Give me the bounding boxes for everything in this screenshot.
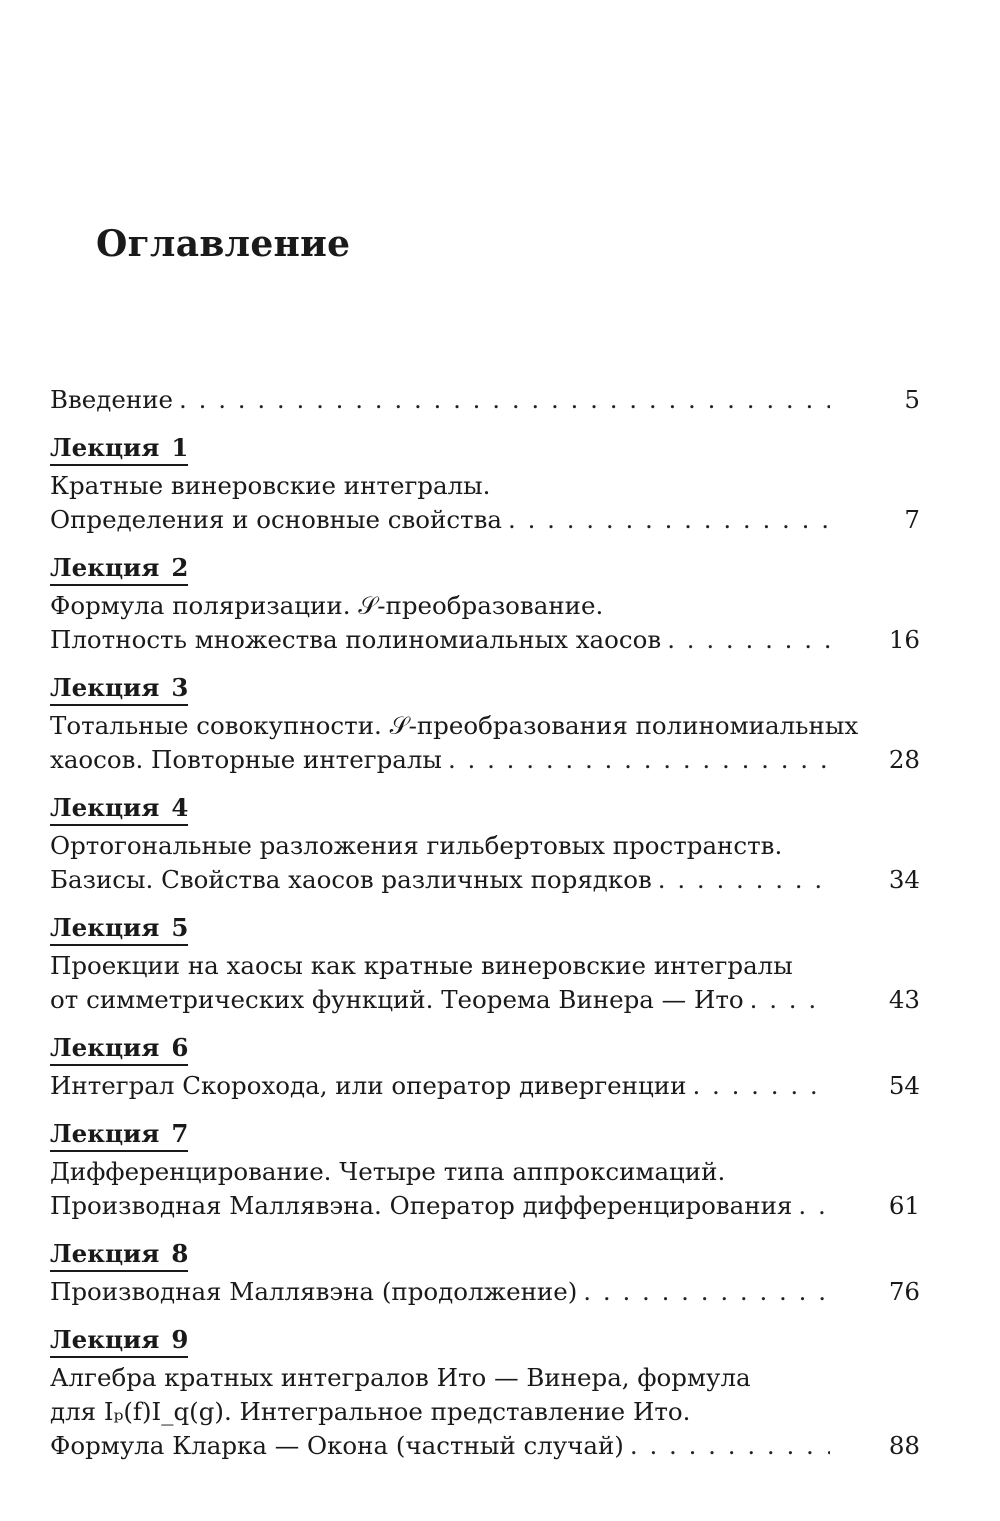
toc-page-number: 54 xyxy=(888,1071,920,1100)
toc-page-number: 7 xyxy=(904,505,920,534)
toc-page-number: 28 xyxy=(888,745,920,774)
lecture-heading-9: Лекция 9 xyxy=(50,1322,920,1358)
lecture-heading-3: Лекция 3 xyxy=(50,670,920,706)
toc-entry-lecture-6[interactable]: Интеграл Скорохода, или оператор дивергенции . . . 54 xyxy=(50,1068,920,1104)
toc-page-number: 5 xyxy=(904,385,920,414)
toc-entry-lecture-8[interactable]: Производная Маллявэна (продолжение) . . . 76 xyxy=(50,1274,920,1310)
toc-entry-lecture-1[interactable]: Определения и основные свойства . . . 7 xyxy=(50,502,920,538)
toc-page-number: 61 xyxy=(888,1191,920,1220)
dot-leader xyxy=(750,982,830,1018)
toc-entry-intro[interactable] xyxy=(50,382,920,418)
toc-page-number: 16 xyxy=(888,625,920,654)
toc-entry-lecture-5[interactable]: от симметрических функций. Теорема Винера — Ито . . . 43 xyxy=(50,982,920,1018)
dot-leader xyxy=(630,1428,830,1464)
dot-leader xyxy=(692,1068,830,1104)
lecture-heading-4: Лекция 4 xyxy=(50,790,920,826)
toc-entry-lecture-7[interactable]: Производная Маллявэна. Оператор дифференцирования . . . 61 xyxy=(50,1188,920,1224)
lecture-heading-5: Лекция 5 xyxy=(50,910,920,946)
dot-leader xyxy=(179,382,830,418)
toc-entry-line[interactable]: Кратные винеровские интегралы. xyxy=(50,471,491,500)
toc-entry-line[interactable]: для Iₚ(f)I_q(g). Интегральное представление Ито. xyxy=(50,1397,691,1426)
dot-leader xyxy=(658,862,830,898)
toc-entry-line[interactable]: Тотальные совокупности. 𝒮-преобразования полиномиальных xyxy=(50,711,859,740)
lecture-heading-2: Лекция 2 xyxy=(50,550,920,586)
toc-page-number: 76 xyxy=(888,1277,920,1306)
dot-leader xyxy=(508,502,830,538)
lecture-heading-7: Лекция 7 xyxy=(50,1116,920,1152)
toc-entry-title: Введение xyxy=(50,385,174,414)
dot-leader xyxy=(448,742,830,778)
lecture-heading-6: Лекция 6 xyxy=(50,1030,920,1066)
toc-entry-line[interactable]: Формула поляризации. 𝒮-преобразование. xyxy=(50,591,604,620)
toc-entry-lecture-9[interactable]: Формула Кларка — Окона (частный случай) . . . 88 xyxy=(50,1428,920,1464)
lecture-heading-1: Лекция 1 xyxy=(50,430,920,466)
dot-leader xyxy=(667,622,830,658)
toc-entry-lecture-4[interactable]: Базисы. Свойства хаосов различных порядков . . . 34 xyxy=(50,862,920,898)
toc-entry-line[interactable]: Ортогональные разложения гильбертовых пространств. xyxy=(50,831,783,860)
toc-entry-lecture-2[interactable]: Плотность множества полиномиальных хаосов . . . 16 xyxy=(50,622,920,658)
toc-entry-line[interactable]: Дифференцирование. Четыре типа аппроксимаций. xyxy=(50,1157,726,1186)
toc-page-number: 88 xyxy=(888,1431,920,1460)
toc-entry-line[interactable]: Алгебра кратных интегралов Ито — Винера, формула xyxy=(50,1363,751,1392)
toc-page-number: 34 xyxy=(888,865,920,894)
dot-leader xyxy=(583,1274,830,1310)
dot-leader xyxy=(798,1188,830,1224)
page-title: Оглавление xyxy=(96,223,351,265)
toc-entry-line[interactable]: Проекции на хаосы как кратные винеровские интегралы xyxy=(50,951,793,980)
toc-entry-lecture-3[interactable]: хаосов. Повторные интегралы . . . 28 xyxy=(50,742,920,778)
lecture-heading-8: Лекция 8 xyxy=(50,1236,920,1272)
toc-page-number: 43 xyxy=(888,985,920,1014)
